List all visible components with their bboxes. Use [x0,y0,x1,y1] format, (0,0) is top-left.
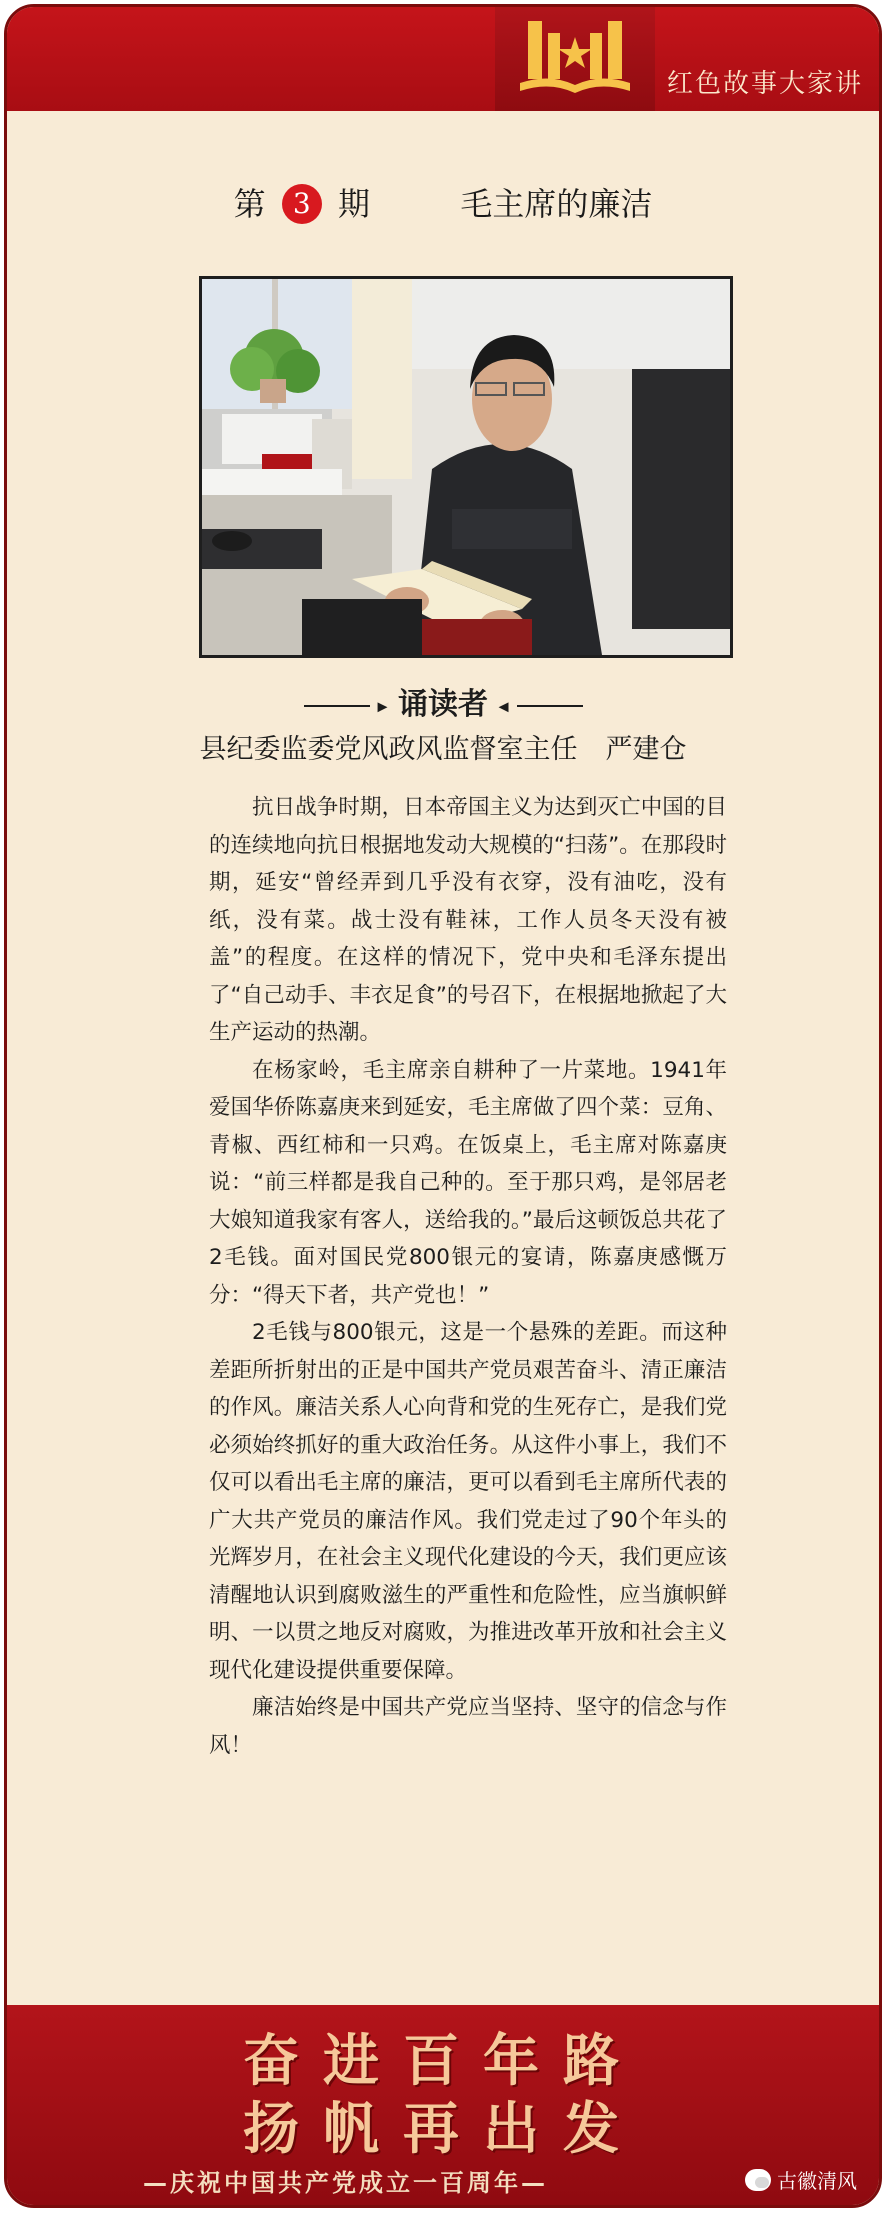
reader-position: 县纪委监委党风政风监督室主任 [199,734,578,765]
issue-title-row [7,179,879,227]
arrow-left-icon: ◂ [498,693,509,718]
slogan-line-2: 扬帆再出发 [243,2096,643,2162]
slogan-line-1: 奋进百年路 [243,2028,643,2094]
left-rule [304,705,370,707]
reader-credit [7,727,879,766]
reader-photo [199,276,733,658]
brand-title: 红色故事大家讲 [666,69,863,99]
article-paragraph: 2毛钱与800银元，这是一个悬殊的差距。而这种差距所折射出的正是中国共产党员艰苦奋斗、清正廉洁的作风。廉洁关系人心向背和党的生死存亡，是我们党必须始终抓好的重大政治任务。从这件小事上，我们不仅可以看出毛主席的廉洁，更可以看到毛主席所代表的广大共产党员的廉洁作风。我们党走过了90个年头的光辉岁月，在社会主义现代化建设的今天，我们更应该清醒地认识到腐败滋生的严重性和危险性，应当旗帜鲜明、一以贯之地反对腐败，为推进改革开放和社会主义现代化建设提供重要保障。 [209,1320,727,1683]
arrow-right-icon: ▸ [377,693,388,718]
footer-band [7,2005,879,2205]
article-paragraph: 廉洁始终是中国共产党应当坚持、坚守的信念与作风！ [209,1695,727,1758]
reader-heading [7,679,879,723]
article-body [209,789,727,1764]
wechat-icon [745,2169,771,2191]
article-paragraph: 在杨家岭，毛主席亲自耕种了一片菜地。1941年爱国华侨陈嘉庚来到延安，毛主席做了四个菜：豆角、青椒、西红柿和一只鸡。在饭桌上，毛主席对陈嘉庚说：“前三样都是我自己种的。至于那只鸡，是邻居老大娘知道我家有客人，送给我的。”最后这顿饭总共花了2毛钱。面对国民党800银元的宴请，陈嘉庚感慨万分：“得天下者，共产党也！” [209,1057,727,1308]
party-book-logo [495,7,655,111]
issue-prefix: 第 [233,185,266,223]
issue-suffix: 期 [337,185,370,223]
book-emblem-icon [510,11,640,107]
right-rule [517,705,583,707]
story-title: 毛主席的廉洁 [460,185,653,223]
centenary-caption: —庆祝中国共产党成立一百周年— [143,2169,548,2197]
issue-number-badge: 3 [282,184,322,224]
header-band [7,7,879,111]
man-reading-illustration [202,279,730,655]
account-name: 古徽清风 [777,2169,857,2193]
wechat-account[interactable] [745,2165,857,2194]
poster [4,4,882,2208]
reader-heading-label: 诵读者 [398,687,488,722]
article-paragraph: 抗日战争时期，日本帝国主义为达到灭亡中国的目的连续地向抗日根据地发动大规模的“扫荡”。在那段时期，延安“曾经弄到几乎没有衣穿，没有油吃，没有纸，没有菜。战士没有鞋袜，工作人员冬天没有被盖”的程度。在这样的情况下，党中央和毛泽东提出了“自己动手、丰衣足食”的号召下，在根据地掀起了大生产运动的热潮。 [209,795,727,1045]
reader-name: 严建仓 [605,734,687,765]
